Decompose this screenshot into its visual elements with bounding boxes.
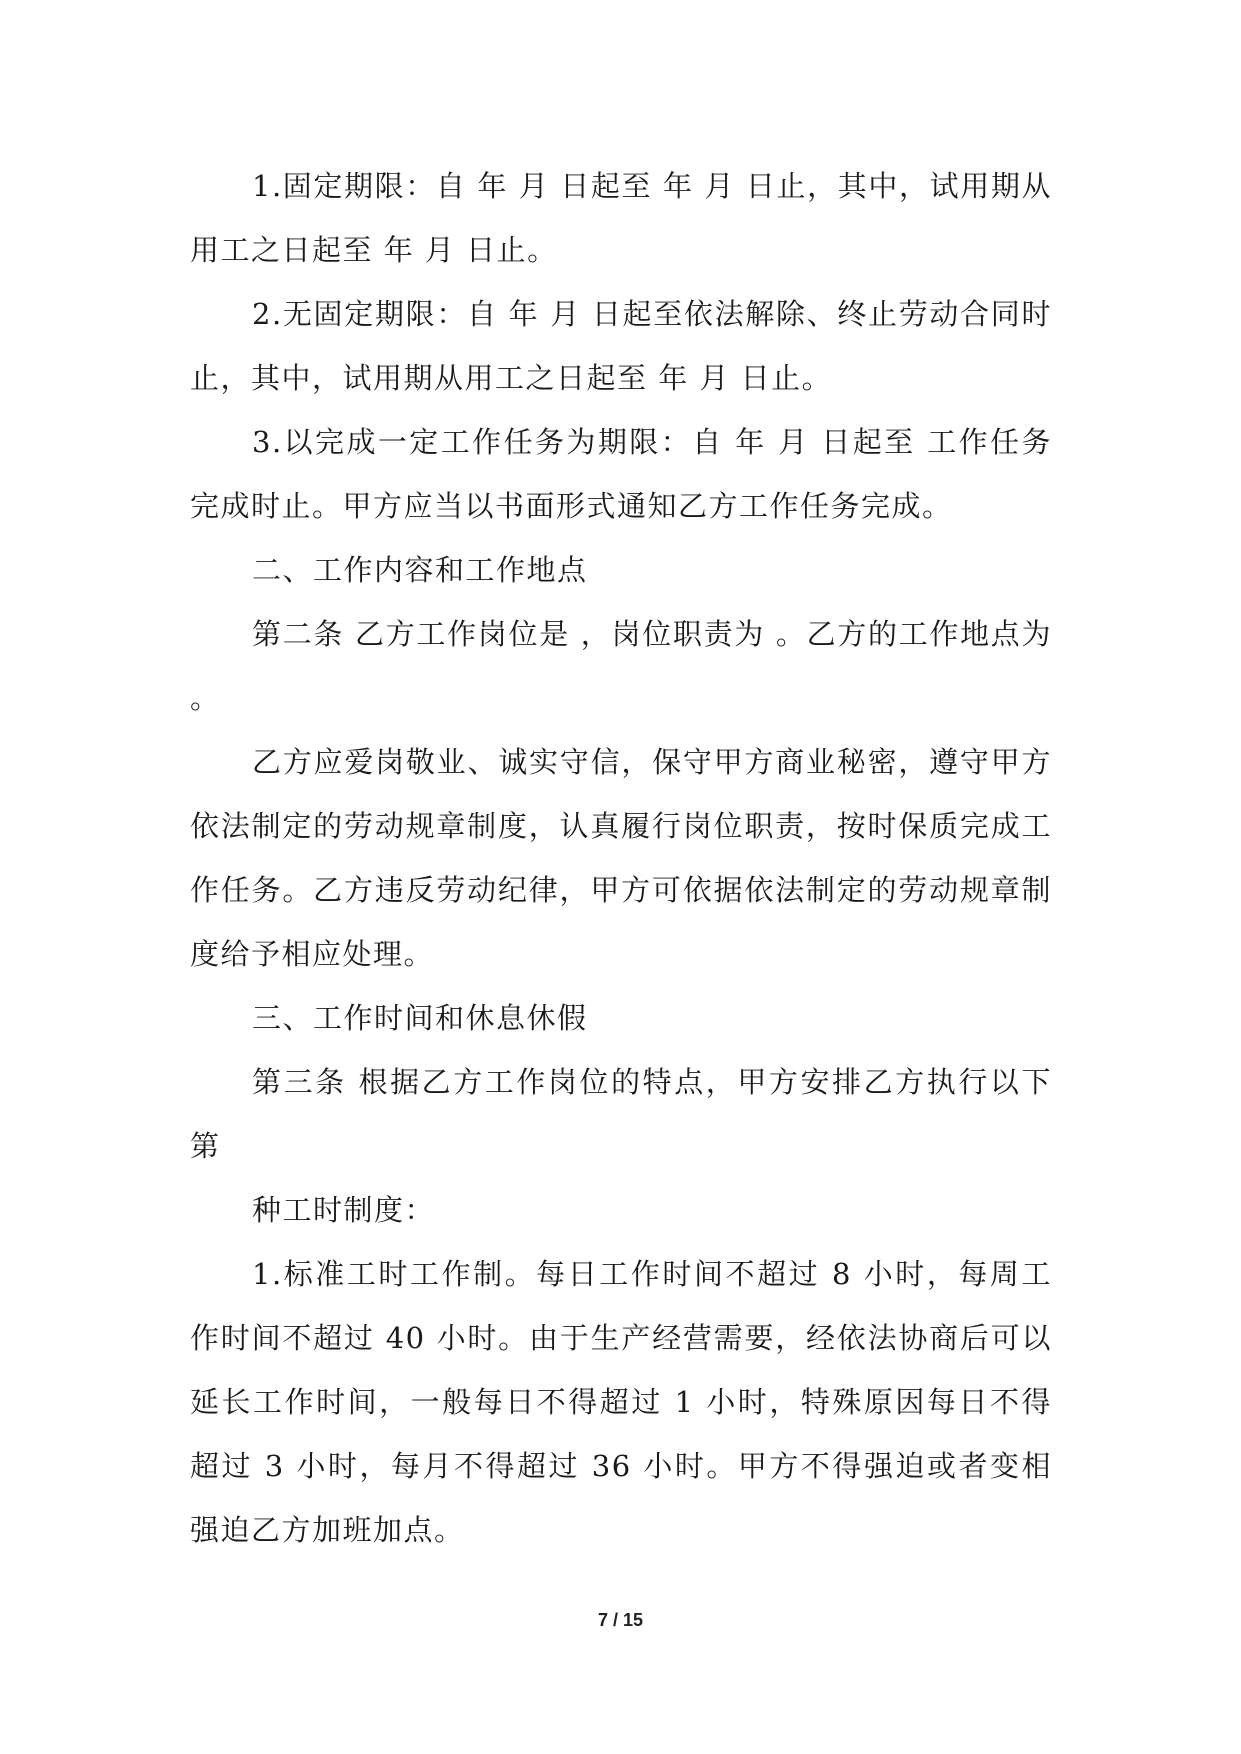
- article-two: 第二条 乙方工作岗位是 ，岗位职责为 。乙方的工作地点为 。: [190, 617, 1052, 715]
- paragraph-fixed-term: 1.固定期限：自 年 月 日起至 年 月 日止，其中，试用期从用工之日起至 年 月 日止。: [190, 169, 1052, 267]
- paragraph-duties: 乙方应爱岗敬业、诚实守信，保守甲方商业秘密，遵守甲方依法制定的劳动规章制度，认真履行岗位职责，按时保质完成工作任务。乙方违反劳动纪律，甲方可依据依法制定的劳动规章制度给予相应处理。: [190, 745, 1052, 971]
- paragraph-standard-hours: 1.标准工时工作制。每日工作时间不超过 8 小时，每周工作时间不超过 40 小时。由于生产经营需要，经依法协商后可以延长工作时间，一般每日不得超过 1 小时，特殊原因每日不得超过 3 小时，每月不得超过 36 小时。甲方不得强迫或者变相强迫乙方加班加点。: [190, 1257, 1052, 1547]
- document-body: [190, 154, 1052, 1562]
- article-three: 第三条 根据乙方工作岗位的特点，甲方安排乙方执行以下第: [190, 1065, 1052, 1163]
- section-heading-work-content: 二、工作内容和工作地点: [252, 553, 588, 587]
- paragraph-open-term: 2.无固定期限：自 年 月 日起至依法解除、终止劳动合同时止，其中，试用期从用工之日起至 年 月 日止。: [190, 297, 1052, 395]
- page-number: 7 / 15: [597, 1610, 644, 1630]
- paragraph-hour-system: 种工时制度：: [252, 1193, 436, 1227]
- section-heading-work-hours: 三、工作时间和休息休假: [252, 1001, 588, 1035]
- paragraph-task-term: 3.以完成一定工作任务为期限：自 年 月 日起至 工作任务完成时止。甲方应当以书面形式通知乙方工作任务完成。: [190, 425, 1052, 523]
